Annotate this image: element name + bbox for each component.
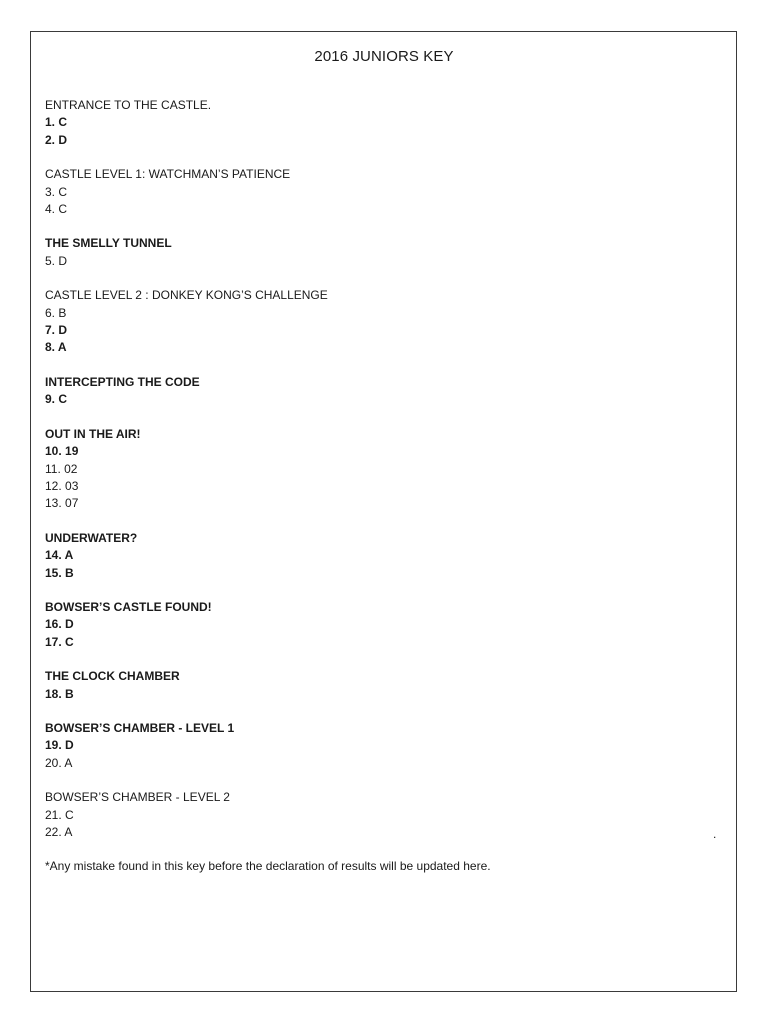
section-heading: BOWSER’S CHAMBER - LEVEL 1 bbox=[45, 720, 235, 735]
section-entrance bbox=[45, 97, 705, 149]
section-bowsers-chamber-level-1 bbox=[45, 720, 705, 772]
answer-item: 16. D bbox=[45, 617, 74, 632]
section-smelly-tunnel bbox=[45, 235, 705, 270]
section-heading: INTERCEPTING THE CODE bbox=[45, 374, 200, 389]
answer-item: 4. C bbox=[45, 202, 68, 217]
answer-item: 10. 19 bbox=[45, 444, 79, 459]
section-heading: CASTLE LEVEL 1: WATCHMAN’S PATIENCE bbox=[45, 167, 291, 182]
section-heading: BOWSER’S CHAMBER - LEVEL 2 bbox=[45, 790, 230, 805]
section-intercepting-code bbox=[45, 374, 705, 409]
section-heading: THE SMELLY TUNNEL bbox=[45, 236, 172, 251]
answer-item: 6. B bbox=[45, 305, 67, 320]
answer-item: 17. C bbox=[45, 634, 74, 649]
section-heading: CASTLE LEVEL 2 : DONKEY KONG’S CHALLENGE bbox=[45, 288, 328, 303]
answer-item: 14. A bbox=[45, 548, 74, 563]
answer-item: 22. A bbox=[45, 825, 73, 839]
answer-key-content bbox=[45, 97, 705, 876]
answer-item: 2. D bbox=[45, 132, 68, 147]
answer-item: 18. B bbox=[45, 686, 74, 701]
answer-item: 3. C bbox=[45, 184, 68, 199]
section-clock-chamber bbox=[45, 668, 705, 703]
section-heading: BOWSER’S CASTLE FOUND! bbox=[45, 599, 212, 614]
answer-item: 15. B bbox=[45, 565, 74, 580]
answer-item: 12. 03 bbox=[45, 478, 79, 493]
answer-item: 8. A bbox=[45, 340, 67, 355]
answer-item: 13. 07 bbox=[45, 496, 79, 511]
section-heading: THE CLOCK CHAMBER bbox=[45, 669, 180, 684]
section-underwater bbox=[45, 530, 705, 582]
section-heading: OUT IN THE AIR! bbox=[45, 426, 141, 441]
section-heading: UNDERWATER? bbox=[45, 530, 138, 545]
answer-item: 1. C bbox=[45, 115, 68, 130]
section-bowsers-castle-found bbox=[45, 599, 705, 651]
page-title: 2016 JUNIORS KEY bbox=[314, 48, 454, 65]
stray-mark: . bbox=[713, 827, 717, 841]
section-castle-level-2 bbox=[45, 287, 705, 357]
answer-item: 20. A bbox=[45, 755, 73, 770]
section-bowsers-chamber-level-2 bbox=[45, 789, 705, 841]
answer-item: 19. D bbox=[45, 738, 74, 753]
section-out-in-the-air bbox=[45, 426, 705, 513]
section-heading: ENTRANCE TO THE CASTLE. bbox=[45, 98, 212, 112]
section-castle-level-1 bbox=[45, 166, 705, 218]
answer-item: 9. C bbox=[45, 392, 68, 407]
answer-item: 7. D bbox=[45, 323, 68, 338]
answer-item: 5. D bbox=[45, 253, 68, 268]
answer-item: 21. C bbox=[45, 807, 74, 822]
footnote: *Any mistake found in this key before the declaration of results will be updated here. bbox=[45, 859, 491, 874]
answer-item: 11. 02 bbox=[45, 461, 78, 476]
